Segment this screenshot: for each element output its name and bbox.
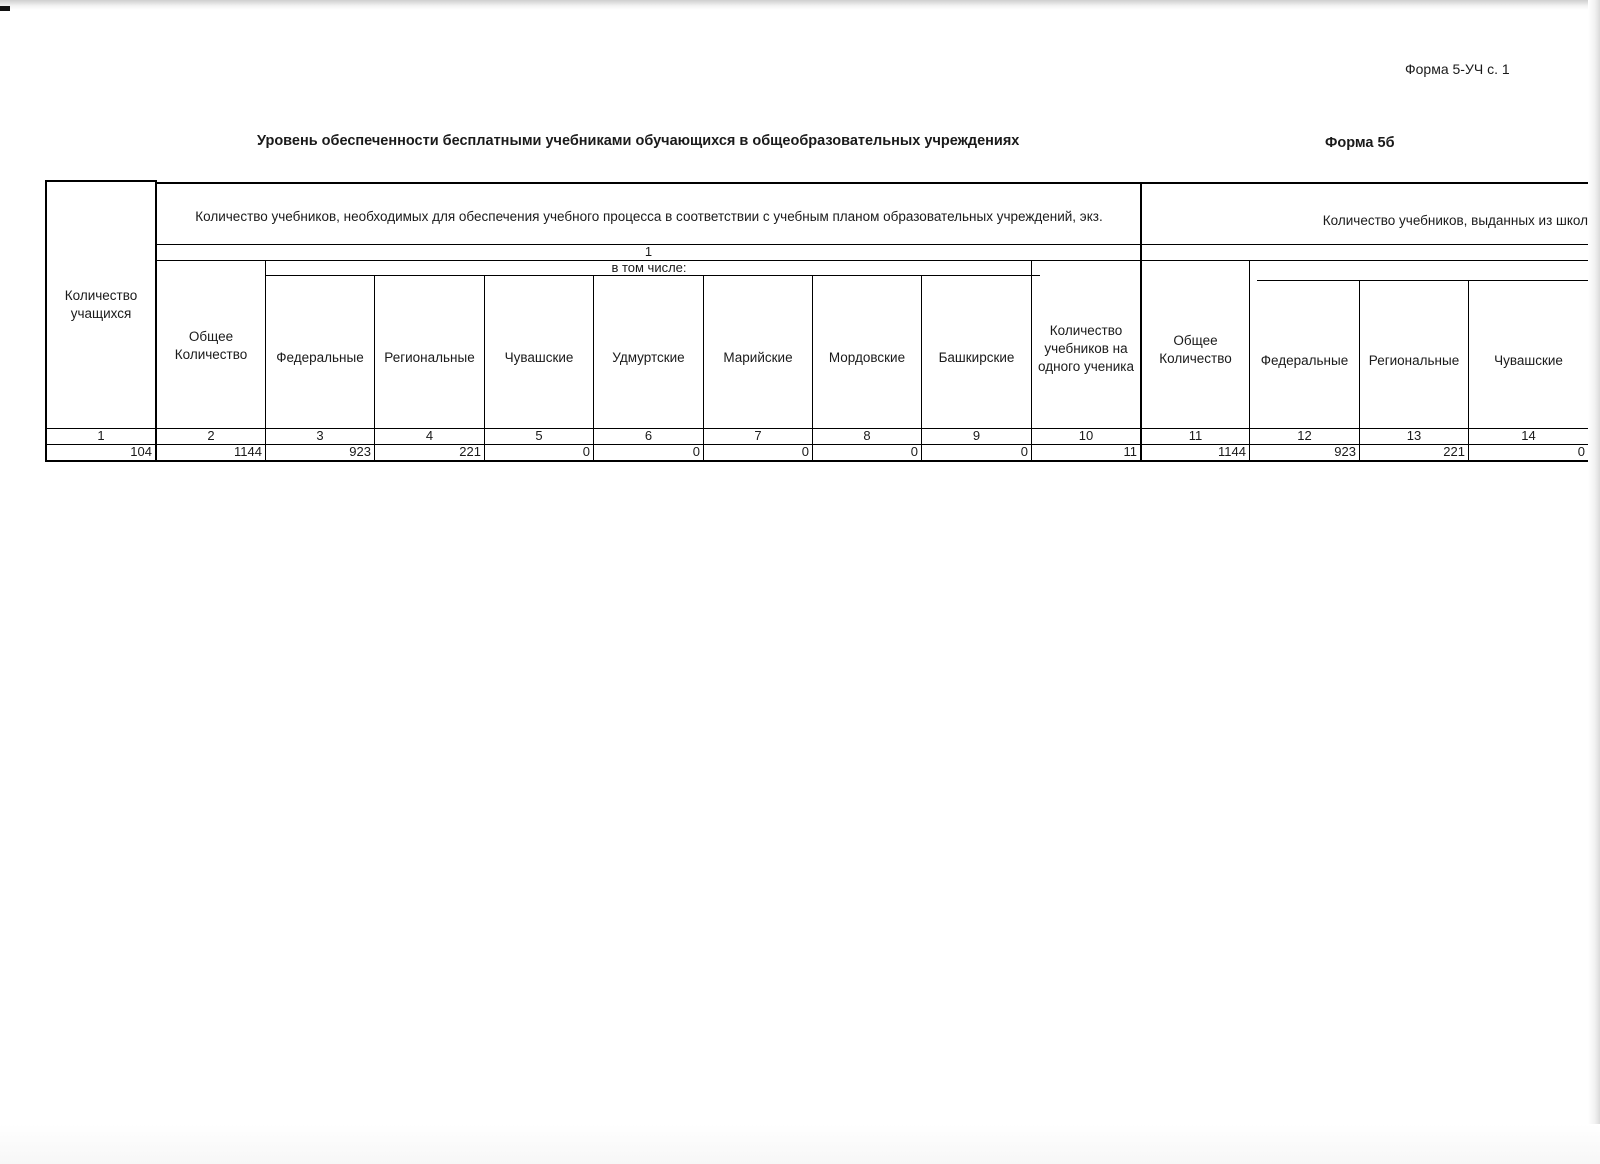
cell-value: 0: [692, 444, 700, 459]
table-border-top: [45, 180, 157, 182]
header-issued-regional: Региональные: [1368, 353, 1460, 368]
column-number: 10: [1078, 428, 1094, 443]
cell-value: 0: [910, 444, 918, 459]
form-reference: Форма 5-УЧ с. 1: [1405, 61, 1510, 77]
cell-value: 923: [1334, 444, 1356, 459]
grid-line: [1257, 280, 1588, 281]
header-issued-group: Количество учебников, выданных из школ: [1322, 213, 1588, 228]
column-number: 6: [644, 428, 653, 443]
cell-value: 0: [1020, 444, 1028, 459]
header-students-count: Количество учащихся: [64, 288, 138, 321]
cell-value: 104: [130, 444, 152, 459]
cell-value: 0: [801, 444, 809, 459]
cell-value: 221: [1443, 444, 1465, 459]
header-regional: Региональные: [384, 350, 475, 365]
header-mordovian: Мордовские: [828, 350, 906, 365]
cell-value: 923: [349, 444, 371, 459]
header-total: Общее Количество: [174, 329, 248, 362]
column-number: 5: [535, 428, 543, 443]
cell-value: 11: [1123, 444, 1137, 459]
header-bashkir: Башкирские: [938, 350, 1015, 365]
header-issued-federal: Федеральные: [1260, 353, 1349, 368]
column-number: 12: [1297, 428, 1312, 443]
cell-value: 221: [459, 444, 481, 459]
supply-table: [0, 0, 1600, 500]
cell-value: 1144: [1218, 444, 1246, 459]
header-issued-total: Общее Количество: [1159, 333, 1232, 366]
column-number: 3: [316, 428, 324, 443]
form-code: Форма 5б: [1325, 135, 1395, 151]
header-udmurt: Удмуртские: [612, 350, 685, 365]
table-border-top: [155, 182, 1588, 184]
cell-value: 0: [582, 444, 590, 459]
column-number: 8: [863, 428, 871, 443]
table-border-bottom: [45, 460, 1588, 462]
header-issued-chuvash: Чувашские: [1494, 353, 1563, 368]
column-number: 11: [1188, 428, 1203, 443]
header-group-index: 1: [644, 244, 653, 259]
grid-line: [45, 180, 47, 462]
document-title: Уровень обеспеченности бесплатными учебниками обучающихся в общеобразовательных учреждениях: [257, 133, 1020, 149]
header-including: в том числе:: [611, 260, 687, 275]
cell-value: 0: [1577, 444, 1585, 459]
header-chuvash: Чувашские: [504, 350, 574, 365]
grid-line: [155, 180, 157, 462]
header-mari: Марийские: [723, 350, 793, 365]
column-number: 1: [97, 428, 105, 443]
column-number: 9: [972, 428, 981, 443]
header-federal: Федеральные: [276, 350, 364, 365]
grid-line: [265, 275, 1040, 276]
cell-value: 1144: [234, 444, 262, 459]
header-per-student: Количество учебников на одного ученика: [1038, 323, 1134, 374]
column-number: 2: [207, 428, 215, 443]
column-number: 14: [1521, 428, 1536, 443]
column-number: 7: [754, 428, 762, 443]
scan-edge-bottom: [0, 1124, 1600, 1164]
column-number: 4: [425, 428, 434, 443]
header-needed-group: Количество учебников, необходимых для обеспечения учебного процесса в соответствии с учебным планом образовательных учреждений, экз.: [195, 209, 1103, 224]
grid-line: [1140, 182, 1142, 462]
column-number: 13: [1406, 428, 1422, 443]
